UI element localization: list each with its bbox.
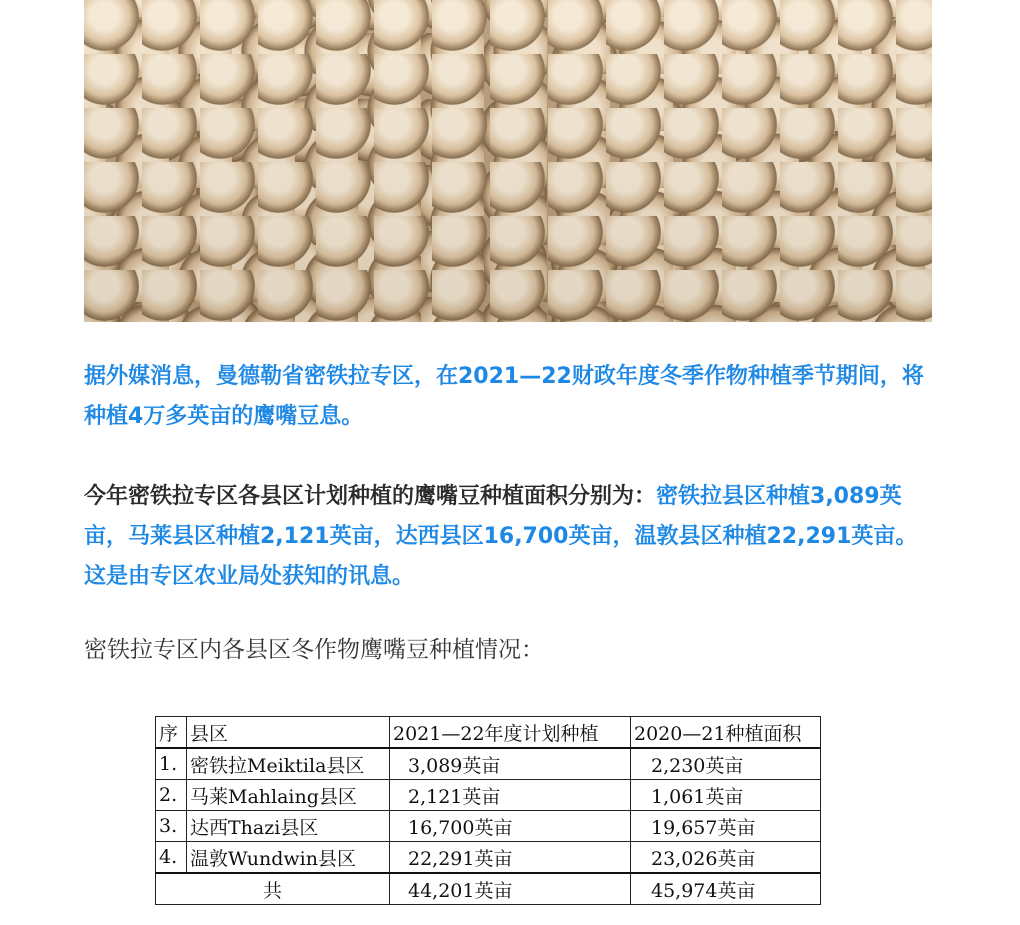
total-plan: 44,201英亩 — [390, 873, 631, 905]
row-plan: 2,121英亩 — [390, 780, 631, 811]
row-prev: 19,657英亩 — [631, 811, 821, 842]
total-label: 共 — [156, 873, 390, 905]
row-county: 达西Thazi县区 — [187, 811, 390, 842]
plan-paragraph-lead: 今年密铁拉专区各县区计划种植的鹰嘴豆种植面积分别为： — [84, 484, 657, 509]
chickpeas-photo — [84, 0, 932, 322]
row-no: 3. — [156, 811, 187, 842]
header-plan: 2021—22年度计划种植 — [390, 717, 631, 749]
header-prev: 2020—21种植面积 — [631, 717, 821, 749]
row-no: 4. — [156, 842, 187, 874]
row-plan: 3,089英亩 — [390, 748, 631, 780]
row-no: 1. — [156, 748, 187, 780]
table-row — [156, 780, 821, 811]
row-prev: 1,061英亩 — [631, 780, 821, 811]
plan-paragraph-highlight: 密铁拉县区种植3,089英亩，马莱县区种植2,121英亩，达西县区16,700英亩，温敦县区种植22,291英亩。这是由专区农业局处获知的讯息。 — [84, 484, 918, 589]
plan-paragraph — [84, 477, 934, 597]
row-prev: 2,230英亩 — [631, 748, 821, 780]
row-prev: 23,026英亩 — [631, 842, 821, 874]
header-no: 序 — [156, 717, 187, 749]
total-prev: 45,974英亩 — [631, 873, 821, 905]
table-row — [156, 842, 821, 874]
planting-table — [155, 716, 821, 905]
row-no: 2. — [156, 780, 187, 811]
table-total-row — [156, 873, 821, 905]
table-caption: 密铁拉专区内各县区冬作物鹰嘴豆种植情况： — [84, 637, 544, 663]
row-county: 马莱Mahlaing县区 — [187, 780, 390, 811]
table-row — [156, 811, 821, 842]
intro-paragraph: 据外媒消息，曼德勒省密铁拉专区，在2021—22财政年度冬季作物种植季节期间，将种植4万多英亩的鹰嘴豆息。 — [84, 364, 924, 429]
row-county: 密铁拉Meiktila县区 — [187, 748, 390, 780]
row-plan: 16,700英亩 — [390, 811, 631, 842]
table-header-row — [156, 717, 821, 749]
row-plan: 22,291英亩 — [390, 842, 631, 874]
table-row — [156, 748, 821, 780]
header-county: 县区 — [187, 717, 390, 749]
row-county: 温敦Wundwin县区 — [187, 842, 390, 874]
